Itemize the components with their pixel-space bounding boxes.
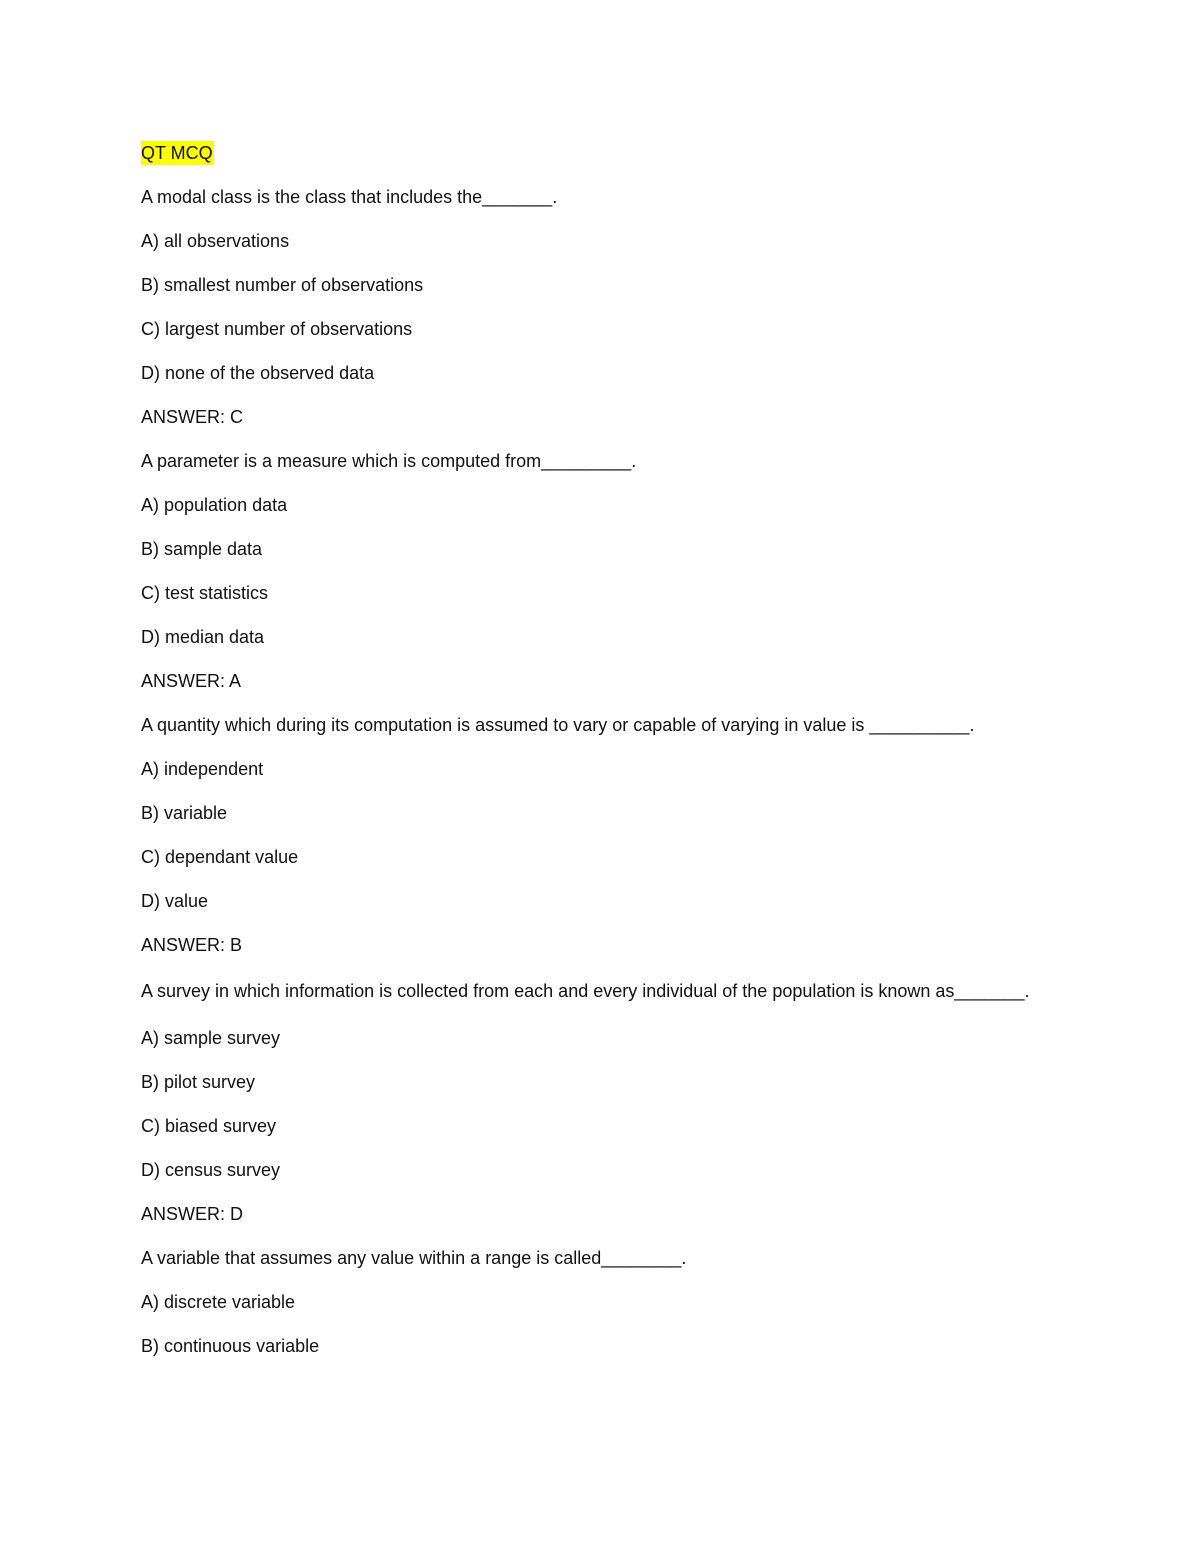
answer-line: ANSWER: B — [141, 935, 243, 955]
document-content — [141, 141, 1046, 1358]
option-a: A) independent — [141, 759, 264, 779]
option-b: B) smallest number of observations — [141, 275, 424, 295]
question-text: A variable that assumes any value within a range is called________. — [141, 1248, 687, 1268]
question-text: A quantity which during its computation is assumed to vary or capable of varying in value is __________. — [141, 715, 975, 735]
option-b: B) sample data — [141, 539, 263, 559]
answer-line: ANSWER: D — [141, 1204, 244, 1224]
option-b: B) pilot survey — [141, 1072, 256, 1092]
option-d: D) median data — [141, 627, 265, 647]
option-c: C) largest number of observations — [141, 319, 413, 339]
option-b: B) continuous variable — [141, 1336, 320, 1356]
option-c: C) dependant value — [141, 847, 299, 867]
answer-line: ANSWER: C — [141, 407, 244, 427]
document-title: QT MCQ — [141, 143, 213, 163]
option-a: A) population data — [141, 495, 288, 515]
question-text: A parameter is a measure which is computed from_________. — [141, 451, 637, 471]
option-a: A) all observations — [141, 231, 290, 251]
option-b: B) variable — [141, 803, 228, 823]
answer-line: ANSWER: A — [141, 671, 242, 691]
question-text: A survey in which information is collected from each and every individual of the population is known as_______. — [141, 981, 1030, 1001]
option-c: C) test statistics — [141, 583, 269, 603]
option-c: C) biased survey — [141, 1116, 277, 1136]
option-d: D) value — [141, 891, 209, 911]
option-d: D) none of the observed data — [141, 363, 375, 383]
option-a: A) sample survey — [141, 1028, 281, 1048]
question-text: A modal class is the class that includes the_______. — [141, 187, 558, 207]
option-d: D) census survey — [141, 1160, 281, 1180]
option-a: A) discrete variable — [141, 1292, 296, 1312]
